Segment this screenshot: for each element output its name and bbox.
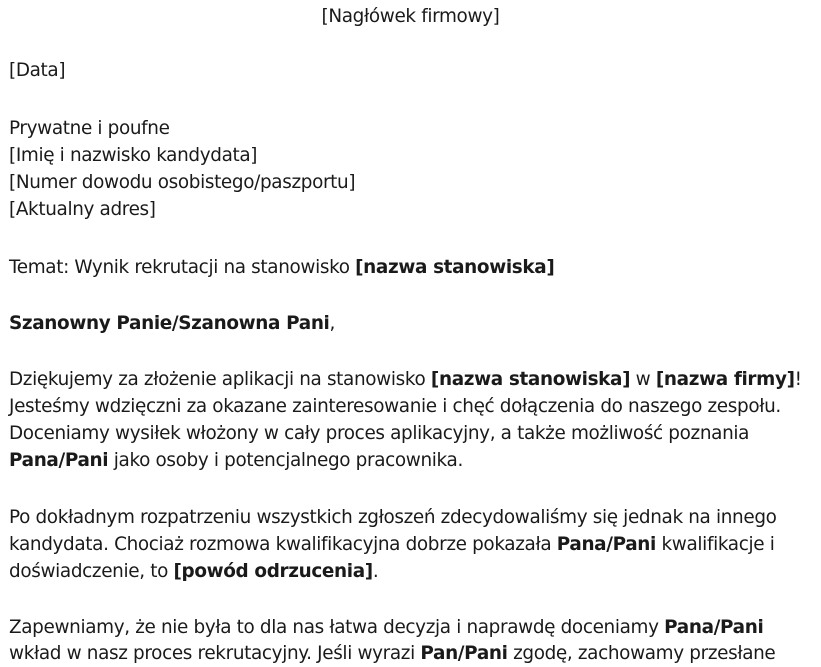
p1-pana-pani: Pana/Pani (9, 450, 109, 471)
p3-text: zgodę, zachowamy przesłane (507, 643, 776, 664)
p1-text: Dziękujemy za złożenie aplikacji na stanowisko (9, 369, 431, 390)
subject-line (9, 254, 554, 281)
p3-text: Zapewniamy, że nie była to dla nas łatwa decyzja i naprawdę doceniamy (9, 617, 665, 638)
salutation-line (9, 310, 335, 337)
address-line: [Aktualny adres] (9, 199, 156, 220)
p1-text: jako osoby i potencjalnego pracownika. (108, 450, 463, 471)
date-line: [Data] (9, 60, 66, 81)
p2-text: . (372, 561, 379, 582)
p3-pan-pani: Pan/Pani (420, 643, 508, 664)
p1-company: [nazwa firmy] (655, 369, 795, 390)
p2-reason: [powód odrzucenia] (173, 561, 373, 582)
paragraph1-line2: Jesteśmy wdzięczni za okazane zainteresowanie i chęć dołączenia do naszego zespołu. (9, 396, 781, 417)
salutation-punct: , (329, 313, 336, 334)
subject-position: [nazwa stanowiska] (355, 257, 555, 278)
paragraph1-line4 (9, 447, 463, 474)
p1-text: ! (794, 369, 802, 390)
salutation-text: Szanowny Panie/Szanowna Pani (9, 313, 330, 334)
paragraph2-line1: Po dokładnym rozpatrzeniu wszystkich zgłoszeń zdecydowaliśmy się jednak na innego (9, 507, 777, 528)
p3-text: wkład w nasz proces rekrutacyjny. Jeśli wyrazi (9, 643, 421, 664)
paragraph3-line1 (9, 614, 763, 641)
paragraph2-line3 (9, 558, 378, 585)
paragraph2-line2 (9, 531, 774, 558)
paragraph3-line2 (9, 640, 775, 667)
confidential-line: Prywatne i poufne (9, 118, 170, 139)
p2-text: kwalifikacje i (656, 534, 775, 555)
subject-prefix: Temat: Wynik rekrutacji na stanowisko (9, 257, 356, 278)
letterhead: [Nagłówek firmowy] (321, 6, 500, 27)
id-number-line: [Numer dowodu osobistego/paszportu] (9, 172, 356, 193)
p1-position: [nazwa stanowiska] (430, 369, 631, 390)
p1-text: w (630, 369, 656, 390)
p3-pana-pani: Pana/Pani (664, 617, 764, 638)
p2-text: doświadczenie, to (9, 561, 174, 582)
p2-pana-pani: Pana/Pani (556, 534, 657, 555)
candidate-name-line: [Imię i nazwisko kandydata] (9, 145, 258, 166)
paragraph1-line1 (9, 366, 802, 393)
paragraph1-line3: Doceniamy wysiłek włożony w cały proces aplikacyjny, a także możliwość poznania (9, 423, 750, 444)
p2-text: kandydata. Chociaż rozmowa kwalifikacyjna dobrze pokazała (9, 534, 557, 555)
